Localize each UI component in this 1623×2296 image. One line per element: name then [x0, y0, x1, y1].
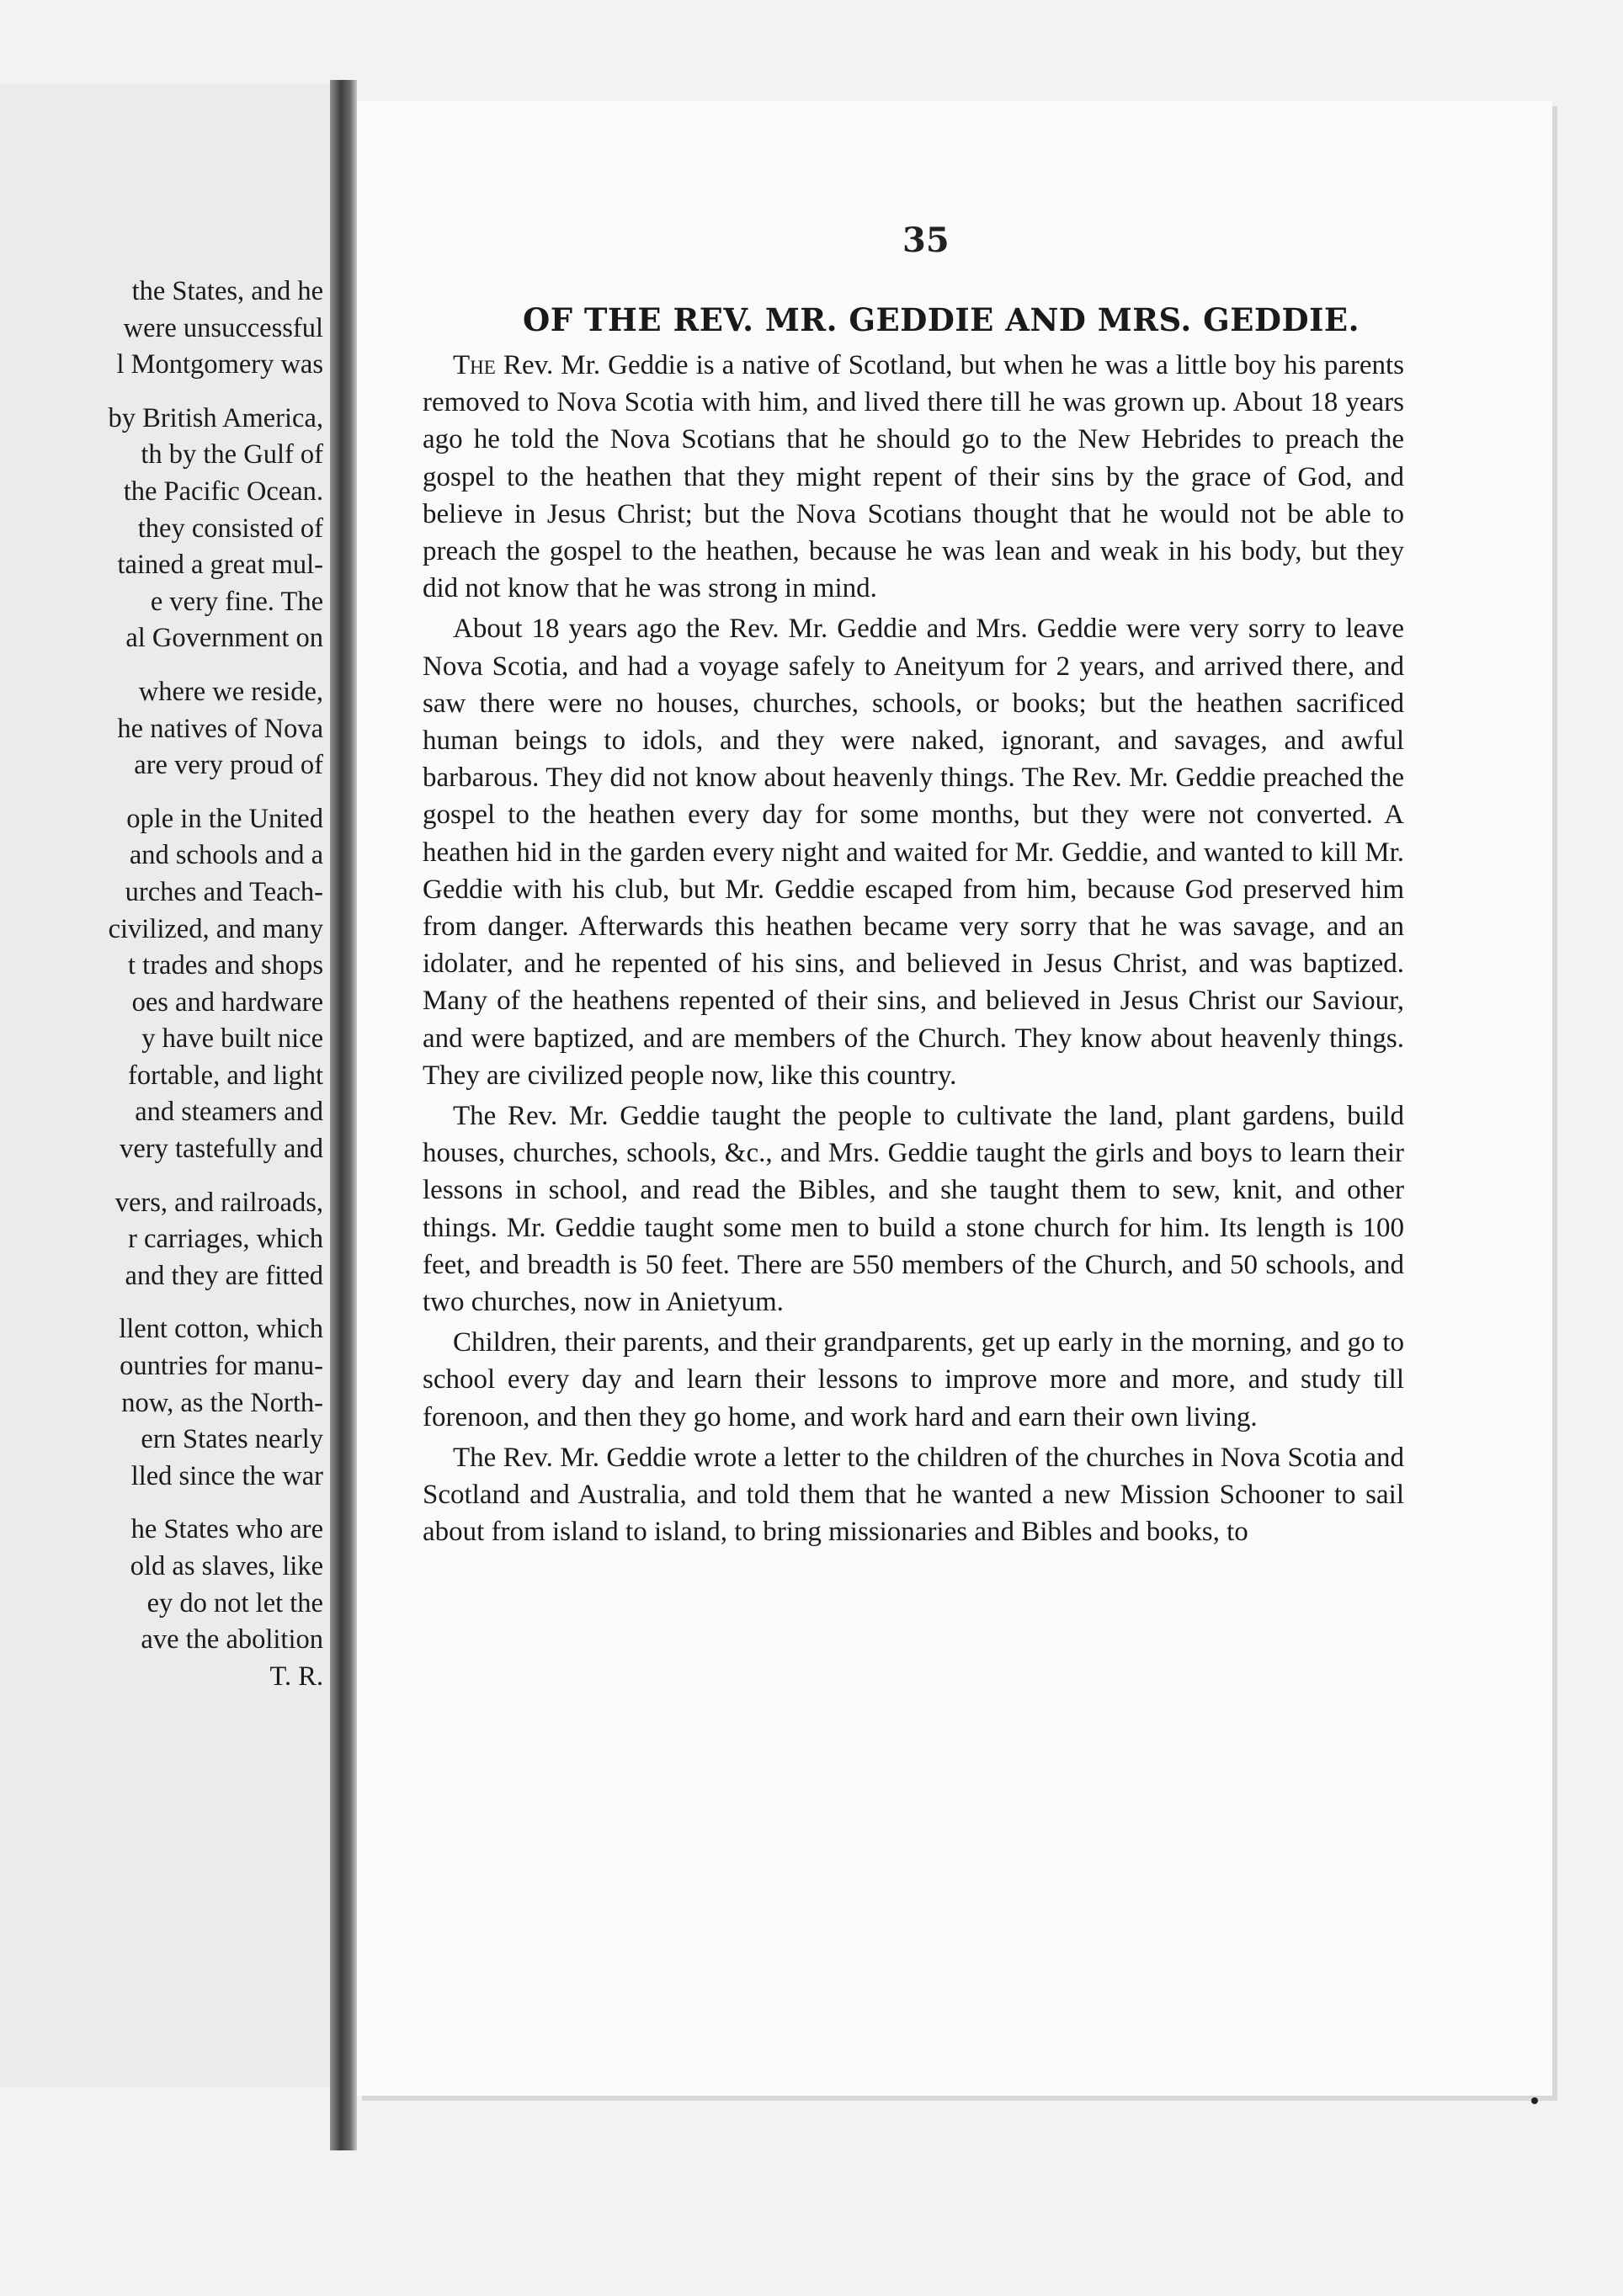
facing-page-line: ople in the United [126, 803, 323, 834]
facing-page-line: and schools and a [129, 840, 323, 871]
facing-page-line: llent cotton, which [119, 1314, 323, 1345]
paragraph [423, 347, 1404, 607]
facing-page-line: e very fine. The [150, 586, 323, 617]
paragraph-text: The Rev. Mr. Geddie taught the people to cultivate the land, plant gardens, build houses, churches, schools, &c., and Mrs. Geddie taught the girls and boys to learn their lessons in school, and read the Bibles, and she taught them to sew, knit, and other things. Mr. Geddie taught some men to build a stone church for him. Its length is 100 feet, and breadth is 50 feet. There are 550 members of the Church, and 50 schools, and two churches, now in Anietyum. [423, 1101, 1404, 1318]
book-gutter [330, 80, 357, 2150]
paragraph-lead: The [453, 350, 496, 380]
paragraph-text: About 18 years ago the Rev. Mr. Geddie and Mrs. Geddie were very sorry to leave Nova Scotia, and had a voyage safely to Aneityum for 2 years, and arrived there, and saw there were no houses, churches, schools, or books; but the heathen sacrificed human beings to idols, and they were naked, ignorant, and savages, and awful barbarous. They did not know about heavenly things. The Rev. Mr. Geddie preached the gospel to the heathen every day for some months, but they were not converted. A heathen hid in the garden every night and waited for Mr. Geddie, and wanted to kill Mr. Geddie with his club, but Mr. Geddie escaped from him, because God preserved him from danger. Afterwards this heathen became very sorry that he was savage, and an idolater, and he repented of his sins, and believed in Jesus Christ, and was baptized. Many of the heathens repented of their sins, and believed in Jesus Christ our Saviour, and were baptized, and are members of the Church. They know about heavenly things. They are civilized people now, like this country. [423, 614, 1404, 1091]
facing-page-gap [3, 784, 323, 801]
facing-page-line: oes and hardware [131, 986, 323, 1018]
page [357, 101, 1552, 2096]
facing-page-gap [3, 1168, 323, 1185]
facing-page-line: he States who are [130, 1514, 323, 1545]
facing-page-line: and steamers and [135, 1097, 323, 1128]
facing-page-line: ave the abolition [141, 1624, 323, 1656]
paragraph-text: Children, their parents, and their grandparents, get up early in the morning, and go to school every day and learn their lessons to improve more and more, and study till forenoon, and then they go home, and work hard and earn their own living. [423, 1327, 1404, 1432]
facing-page-text [3, 274, 323, 1695]
facing-page-line: r carriages, which [128, 1224, 323, 1255]
facing-page-line: t trades and shops [128, 950, 323, 981]
ink-speck [1531, 2097, 1538, 2104]
facing-page-line: civilized, and many [108, 913, 323, 944]
facing-page-fragment [0, 84, 330, 2087]
facing-page-line: old as slaves, like [130, 1551, 323, 1581]
paragraph [423, 1439, 1404, 1551]
facing-page-line: were unsuccessful [123, 312, 323, 343]
paragraph-text: Rev. Mr. Geddie is a native of Scotland, but when he was a little boy his parents removed to Nova Scotia with him, and lived there till he was grown up. About 18 years ago he told the Nova Scotians that he should go to the New Hebrides to preach the gospel to the heathen that they might repent of their sins by the grace of God, and believe in Jesus Christ; but the Nova Scotians thought that he would not be able to preach the gospel to the heathen, because he was lean and weak in his body, but they did not know that he was strong in mind. [423, 350, 1404, 604]
page-number: 35 [902, 221, 950, 260]
facing-page-line: T. R. [269, 1661, 323, 1692]
facing-page-line: fortable, and light [128, 1060, 323, 1091]
paragraph [423, 1324, 1404, 1436]
facing-page-gap [3, 657, 323, 674]
facing-page-line: l Montgomery was [116, 349, 323, 380]
chapter-title: OF THE REV. MR. GEDDIE AND MRS. GEDDIE. [523, 301, 1360, 338]
facing-page-line: the Pacific Ocean. [123, 476, 323, 507]
facing-page-line: by British America, [108, 402, 323, 433]
facing-page-line: he natives of Nova [117, 713, 323, 744]
facing-page-gap [3, 1495, 323, 1512]
facing-page-line: al Government on [125, 623, 323, 654]
facing-page-line: very tastefully and [120, 1134, 323, 1165]
facing-page-gap [3, 384, 323, 401]
facing-page-line: th by the Gulf of [141, 439, 323, 470]
paragraph [423, 1098, 1404, 1321]
facing-page-line: urches and Teach- [125, 876, 323, 907]
facing-page-line: where we reside, [138, 676, 323, 707]
facing-page-line: vers, and railroads, [114, 1187, 323, 1218]
body-text [423, 347, 1404, 1555]
facing-page-line: lled since the war [130, 1460, 323, 1491]
facing-page-line: ern States nearly [141, 1424, 323, 1455]
facing-page-line: now, as the North- [121, 1387, 323, 1418]
facing-page-line: the States, and he [131, 276, 323, 306]
facing-page-line: ey do not let the [146, 1587, 323, 1618]
facing-page-line: tained a great mul- [117, 550, 323, 581]
paragraph-text: The Rev. Mr. Geddie wrote a letter to the children of the churches in Nova Scotia and Scotland and Australia, and told them that he wanted a new Mission Schooner to sail about from island to island, to bring missionaries and Bibles and books, to [423, 1442, 1404, 1548]
facing-page-line: and they are fitted [125, 1260, 323, 1291]
paragraph [423, 610, 1404, 1094]
facing-page-gap [3, 1294, 323, 1311]
facing-page-line: are very proud of [134, 750, 323, 781]
facing-page-line: ountries for manu- [120, 1351, 323, 1382]
facing-page-line: y have built nice [141, 1023, 323, 1055]
facing-page-line: they consisted of [137, 513, 323, 544]
